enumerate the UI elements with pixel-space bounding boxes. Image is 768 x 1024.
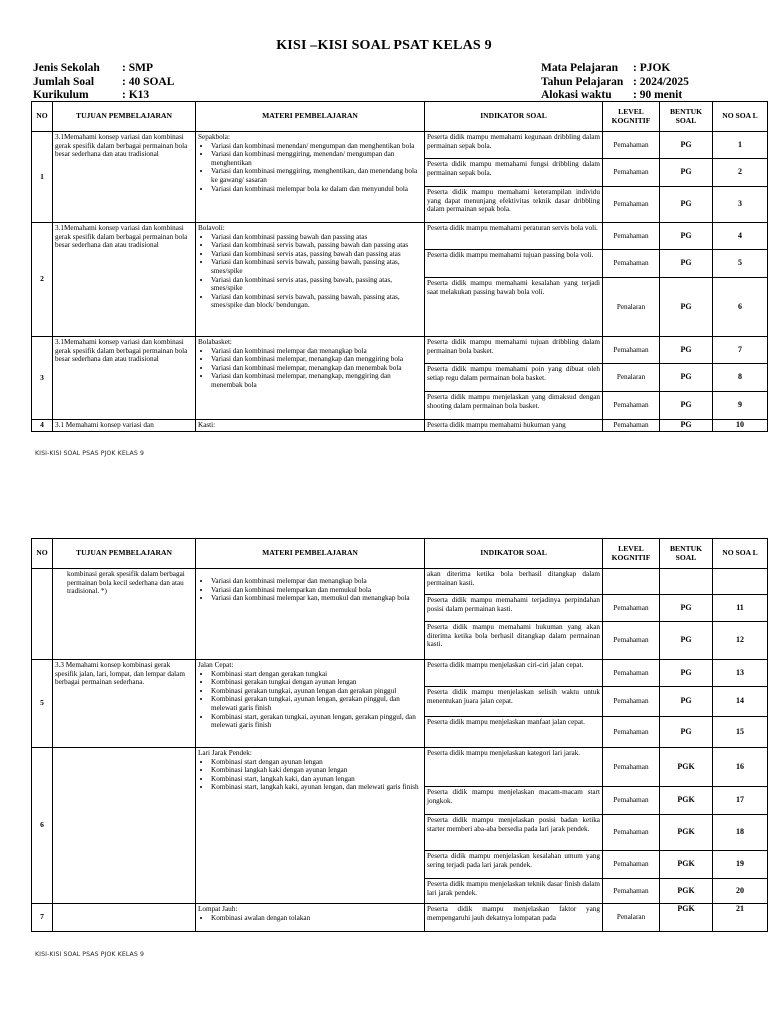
materi-list <box>198 670 422 730</box>
level-cell: Pemahaman <box>603 132 660 159</box>
table-header-row <box>32 539 768 569</box>
group-number <box>32 569 53 660</box>
nosoal-cell: 4 <box>713 223 768 250</box>
meta-left <box>33 62 174 103</box>
tujuan-cell: 3.1Memahami konsep variasi dan kombinasi gerak spesifik dalam berbagai permainan bola besar sederhana dan atau tradisional <box>53 337 196 420</box>
page-title: KISI –KISI SOAL PSAT KELAS 9 <box>276 38 492 53</box>
indikator-cell: akan diterima ketika bola berhasil ditangkap dalam permainan kasti. <box>425 569 603 595</box>
table-row <box>32 420 768 432</box>
list-item: • Variasi dan kombinasi melemparkan dan memukul bola <box>211 586 422 595</box>
list-item: • Variasi dan kombinasi menggiring, menendan/ mengumpan dan menghentikan <box>211 150 422 167</box>
indikator-cell: Peserta didik mampu memahami terjadinya perpindahan posisi dalam permainan kasti. <box>425 595 603 622</box>
indikator-cell: Peserta didik mampu memahami tujuan dribbling dalam permainan bola basket. <box>425 337 603 364</box>
nosoal-cell: 21 <box>713 904 768 932</box>
level-cell: Pemahaman <box>603 595 660 622</box>
table-row <box>32 337 768 364</box>
materi-cell <box>196 132 425 223</box>
indikator-cell: Peserta didik mampu memahami tujuan passing bola voli. <box>425 250 603 278</box>
level-cell: Pemahaman <box>603 787 660 815</box>
level-cell: Penalaran <box>603 278 660 337</box>
header-tujuan: TUJUAN PEMBELAJARAN <box>53 539 196 569</box>
table-row <box>32 904 768 932</box>
table-row <box>32 132 768 159</box>
list-item: • Variasi dan kombinasi servis bawah, passing bawah dan passing atas <box>211 241 422 250</box>
materi-cell <box>196 337 425 420</box>
indikator-cell: Peserta didik mampu memahami peraturan servis bola voli. <box>425 223 603 250</box>
list-item: • Variasi dan kombinasi servis bawah, passing bawah, passing atas, smes/spike dan block/ bendungan. <box>211 293 422 310</box>
list-item: • Kombinasi start dengan ayunan lengan <box>211 758 422 767</box>
materi-heading: Sepakbola: <box>198 133 230 141</box>
meta-right <box>541 62 689 103</box>
level-cell <box>603 569 660 595</box>
group-number: 1 <box>32 132 53 223</box>
tujuan-cell: 3.1 Memahami konsep variasi dan <box>53 420 196 432</box>
nosoal-cell: 19 <box>713 851 768 879</box>
group-number: 5 <box>32 660 53 748</box>
list-item: • Kombinasi start dengan gerakan tungkai <box>211 670 422 679</box>
tujuan-cell <box>53 904 196 932</box>
meta-jumlah-soal: Jumlah Soal : 40 SOAL <box>33 75 175 88</box>
list-item: • Variasi dan kombinasi melempar dan menangkap bola <box>211 347 422 356</box>
meta-tahun-pelajaran: Tahun Pelajaran : 2024/2025 <box>541 75 689 88</box>
materi-heading: Bolavoli: <box>198 224 225 232</box>
tujuan-cell: 3.1Memahami konsep variasi dan kombinasi gerak spesifik dalam berbagai permainan bola besar sederhana dan atau tradisional <box>53 132 196 223</box>
indikator-cell: Peserta didik mampu memahami poin yang dibuat oleh setiap regu dalam permainan bola basket. <box>425 364 603 392</box>
list-item: • Kombinasi start, langkah kaki, dan ayunan lengan <box>211 775 422 784</box>
list-item: • Variasi dan kombinasi melempar, menangkap dan menembak bola <box>211 364 422 373</box>
level-cell: Pemahaman <box>603 879 660 904</box>
nosoal-cell: 17 <box>713 787 768 815</box>
bentuk-cell: PG <box>660 337 713 364</box>
list-item: • Variasi dan kombinasi menendan/ mengumpan dan menghentikan bola <box>211 142 422 151</box>
group-number: 3 <box>32 337 53 420</box>
header-tujuan: TUJUAN PEMBELAJARAN <box>53 102 196 132</box>
list-item: • Variasi dan kombinasi melempar, menangkap dan menggiring bola <box>211 355 422 364</box>
tujuan-cell: 3.1Memahami konsep variasi dan kombinasi gerak spesifik dalam berbagai permainan bola besar sederhana dan atau tradisional <box>53 223 196 337</box>
nosoal-cell: 16 <box>713 748 768 787</box>
indikator-cell: Peserta didik mampu menjelaskan manfaat jalan cepat. <box>425 717 603 748</box>
nosoal-cell: 6 <box>713 278 768 337</box>
level-cell: Penalaran <box>603 364 660 392</box>
materi-cell <box>196 569 425 660</box>
materi-list <box>198 758 422 792</box>
materi-list <box>198 142 422 194</box>
level-cell: Pemahaman <box>603 159 660 187</box>
materi-cell <box>196 904 425 932</box>
bentuk-cell: PG <box>660 159 713 187</box>
bentuk-cell: PGK <box>660 851 713 879</box>
bentuk-cell: PG <box>660 420 713 432</box>
list-item: • Variasi dan kombinasi servis atas, passing bawah, passing atas, smes/spike <box>211 276 422 293</box>
tujuan-cell <box>53 748 196 904</box>
header-level: LEVEL KOGNITIF <box>603 539 660 569</box>
materi-cell <box>196 748 425 904</box>
materi-cell <box>196 223 425 337</box>
level-cell: Pemahaman <box>603 851 660 879</box>
bentuk-cell: PG <box>660 622 713 660</box>
list-item: • Variasi dan kombinasi servis atas, passing bawah dan passing atas <box>211 250 422 259</box>
level-cell: Pemahaman <box>603 622 660 660</box>
group-number: 7 <box>32 904 53 932</box>
bentuk-cell: PG <box>660 392 713 420</box>
materi-heading: Lompat Jauh: <box>198 905 238 913</box>
nosoal-cell: 20 <box>713 879 768 904</box>
header-materi: MATERI PEMBELAJARAN <box>196 539 425 569</box>
nosoal-cell: 1 <box>713 132 768 159</box>
header-indikator: INDIKATOR SOAL <box>425 102 603 132</box>
header-nosoal: NO SOA L <box>713 102 768 132</box>
materi-list <box>198 577 422 603</box>
bentuk-cell <box>660 569 713 595</box>
indikator-cell: Peserta didik mampu menjelaskan ciri-ciri jalan cepat. <box>425 660 603 687</box>
page-footer: KISI-KISI SOAL PSAS PJOK KELAS 9 <box>35 951 144 958</box>
group-number: 6 <box>32 748 53 904</box>
nosoal-cell: 10 <box>713 420 768 432</box>
level-cell: Pemahaman <box>603 748 660 787</box>
header-materi: MATERI PEMBELAJARAN <box>196 102 425 132</box>
indikator-cell: Peserta didik mampu menjelaskan selisih waktu untuk menentukan juara jalan cepat. <box>425 687 603 717</box>
materi-list <box>198 233 422 310</box>
nosoal-cell: 15 <box>713 717 768 748</box>
level-cell: Pemahaman <box>603 420 660 432</box>
level-cell: Penalaran <box>603 904 660 932</box>
bentuk-cell: PG <box>660 595 713 622</box>
nosoal-cell: 7 <box>713 337 768 364</box>
bentuk-cell: PG <box>660 132 713 159</box>
nosoal-cell: 12 <box>713 622 768 660</box>
level-cell: Pemahaman <box>603 392 660 420</box>
nosoal-cell: 14 <box>713 687 768 717</box>
indikator-cell: Peserta didik mampu menjelaskan kategori lari jarak. <box>425 748 603 787</box>
level-cell: Pemahaman <box>603 187 660 223</box>
level-cell: Pemahaman <box>603 687 660 717</box>
level-cell: Pemahaman <box>603 717 660 748</box>
meta-mata-pelajaran: Mata Pelajaran : PJOK <box>541 62 671 74</box>
list-item: • Variasi dan kombinasi melempar, menangkap, menggiring dan menembak bola <box>211 372 422 389</box>
materi-heading: Jalan Cepat: <box>198 661 234 669</box>
nosoal-cell <box>713 569 768 595</box>
materi-list <box>198 914 422 923</box>
nosoal-cell: 9 <box>713 392 768 420</box>
indikator-cell: Peserta didik mampu memahami keterampilan individu yang dapat menunjang efektivitas teknik dasar dribbling dalam permainan sepak bola. <box>425 187 603 223</box>
header-bentuk: BENTUK SOAL <box>660 539 713 569</box>
bentuk-cell: PGK <box>660 904 713 932</box>
table-header-row <box>32 102 768 132</box>
header-no: NO <box>32 102 53 132</box>
nosoal-cell: 2 <box>713 159 768 187</box>
header-bentuk: BENTUK SOAL <box>660 102 713 132</box>
table-row <box>32 748 768 787</box>
indikator-cell: Peserta didik mampu menjelaskan faktor yang mempengaruhi jauh dekatnya lompatan pada <box>425 904 603 932</box>
bentuk-cell: PG <box>660 364 713 392</box>
table-row <box>32 223 768 250</box>
nosoal-cell: 3 <box>713 187 768 223</box>
indikator-cell: Peserta didik mampu memahami hukuman yang <box>425 420 603 432</box>
indikator-cell: Peserta didik mampu menjelaskan posisi badan ketika starter memberi aba-aba bersedia pada lari jarak pendek. <box>425 815 603 851</box>
header-indikator: INDIKATOR SOAL <box>425 539 603 569</box>
nosoal-cell: 8 <box>713 364 768 392</box>
table-row <box>32 569 768 595</box>
materi-cell: Kasti: <box>196 420 425 432</box>
tujuan-cell: 3.3 Memahami konsep kombinasi gerak spesifik jalan, lari, lompat, dan lempar dalam berbagai permainan sederhana. <box>53 660 196 748</box>
materi-heading: Bolabasket: <box>198 338 232 346</box>
list-item: • Variasi dan kombinasi servis bawah, passing bawah, passing atas, smes/spike <box>211 258 422 275</box>
list-item: • Kombinasi awalan dengan tolakan <box>211 914 422 923</box>
list-item: • Variasi dan kombinasi melempar bola ke dalam dan menyundul bola <box>211 185 422 194</box>
nosoal-cell: 13 <box>713 660 768 687</box>
list-item: • Kombinasi start, gerakan tungkai, ayunan lengan, gerakan pinggul, dan melewati garis finish <box>211 713 422 730</box>
group-number: 4 <box>32 420 53 432</box>
kisi-table-page-2 <box>31 538 768 932</box>
list-item: • Kombinasi langkah kaki dengan ayunan lengan <box>211 766 422 775</box>
materi-cell <box>196 660 425 748</box>
materi-heading: Lari Jarak Pendek: <box>198 749 252 757</box>
indikator-cell: Peserta didik mampu memahami kesalahan yang terjadi saat melakukan passing bawah bola voli. <box>425 278 603 337</box>
list-item: • Variasi dan kombinasi menggiring, menghentikan, dan menendang bola ke gawang/ sasaran <box>211 167 422 184</box>
list-item: • Kombinasi gerakan tungkai, ayunan lengan dan gerakan pinggul <box>211 687 422 696</box>
page-footer: KISI-KISI SOAL PSAS PJOK KELAS 9 <box>35 450 144 457</box>
list-item: • Variasi dan kombinasi melempar kan, memukul dan menangkap bola <box>211 594 422 603</box>
meta-kurikulum: Kurikulum : K13 <box>33 89 150 101</box>
meta-jenis-sekolah: Jenis Sekolah : SMP <box>33 62 153 74</box>
materi-list <box>198 347 422 390</box>
indikator-cell: Peserta didik mampu menjelaskan macam-macam start jongkok. <box>425 787 603 815</box>
nosoal-cell: 18 <box>713 815 768 851</box>
level-cell: Pemahaman <box>603 223 660 250</box>
level-cell: Pemahaman <box>603 660 660 687</box>
indikator-cell: Peserta didik mampu menjelaskan kesalahan umum yang sering terjadi pada lari jarak pendek. <box>425 851 603 879</box>
group-number: 2 <box>32 223 53 337</box>
bentuk-cell: PGK <box>660 879 713 904</box>
header-no: NO <box>32 539 53 569</box>
indikator-cell: Peserta didik mampu memahami hukuman yang akan diterima ketika bola berhasil ditangkap dalam permainan kasti. <box>425 622 603 660</box>
indikator-cell: Peserta didik mampu memahami kegunaan dribbling dalam permainan sepak bola. <box>425 132 603 159</box>
kisi-table-page-1 <box>31 101 768 432</box>
list-item: • Variasi dan kombinasi passing bawah dan passing atas <box>211 233 422 242</box>
list-item: • Kombinasi gerakan tungkai, ayunan lengan, gerakan pinggul, dan melewati garis finish <box>211 695 422 712</box>
header-nosoal: NO SOA L <box>713 539 768 569</box>
meta-alokasi-waktu: Alokasi waktu : 90 menit <box>541 89 683 101</box>
bentuk-cell: PG <box>660 223 713 250</box>
bentuk-cell: PGK <box>660 815 713 851</box>
indikator-cell: Peserta didik mampu menjelaskan yang dimaksud dengan shooting dalam permainan bola basket. <box>425 392 603 420</box>
bentuk-cell: PGK <box>660 748 713 787</box>
nosoal-cell: 11 <box>713 595 768 622</box>
list-item: • Kombinasi start, langkah kaki, ayunan lengan, dan melewati garis finish <box>211 783 422 792</box>
bentuk-cell: PGK <box>660 787 713 815</box>
bentuk-cell: PG <box>660 187 713 223</box>
tujuan-cell: kombinasi gerak spesifik dalam berbagai permainan bola kecil sederhana dan atau tradisional. *) <box>53 569 196 660</box>
list-item: • Variasi dan kombinasi melempar dan menangkap bola <box>211 577 422 586</box>
bentuk-cell: PG <box>660 717 713 748</box>
bentuk-cell: PG <box>660 687 713 717</box>
level-cell: Pemahaman <box>603 815 660 851</box>
bentuk-cell: PG <box>660 250 713 278</box>
nosoal-cell: 5 <box>713 250 768 278</box>
level-cell: Pemahaman <box>603 337 660 364</box>
level-cell: Pemahaman <box>603 250 660 278</box>
bentuk-cell: PG <box>660 278 713 337</box>
header-level: LEVEL KOGNITIF <box>603 102 660 132</box>
table-row <box>32 660 768 687</box>
bentuk-cell: PG <box>660 660 713 687</box>
list-item: • Kombinasi gerakan tungkai dengan ayunan lengan <box>211 678 422 687</box>
indikator-cell: Peserta didik mampu menjelaskan teknik dasar finish dalam lari jarak pendek. <box>425 879 603 904</box>
indikator-cell: Peserta didik mampu memahami fungsi dribbling dalam permainan sepak bola. <box>425 159 603 187</box>
